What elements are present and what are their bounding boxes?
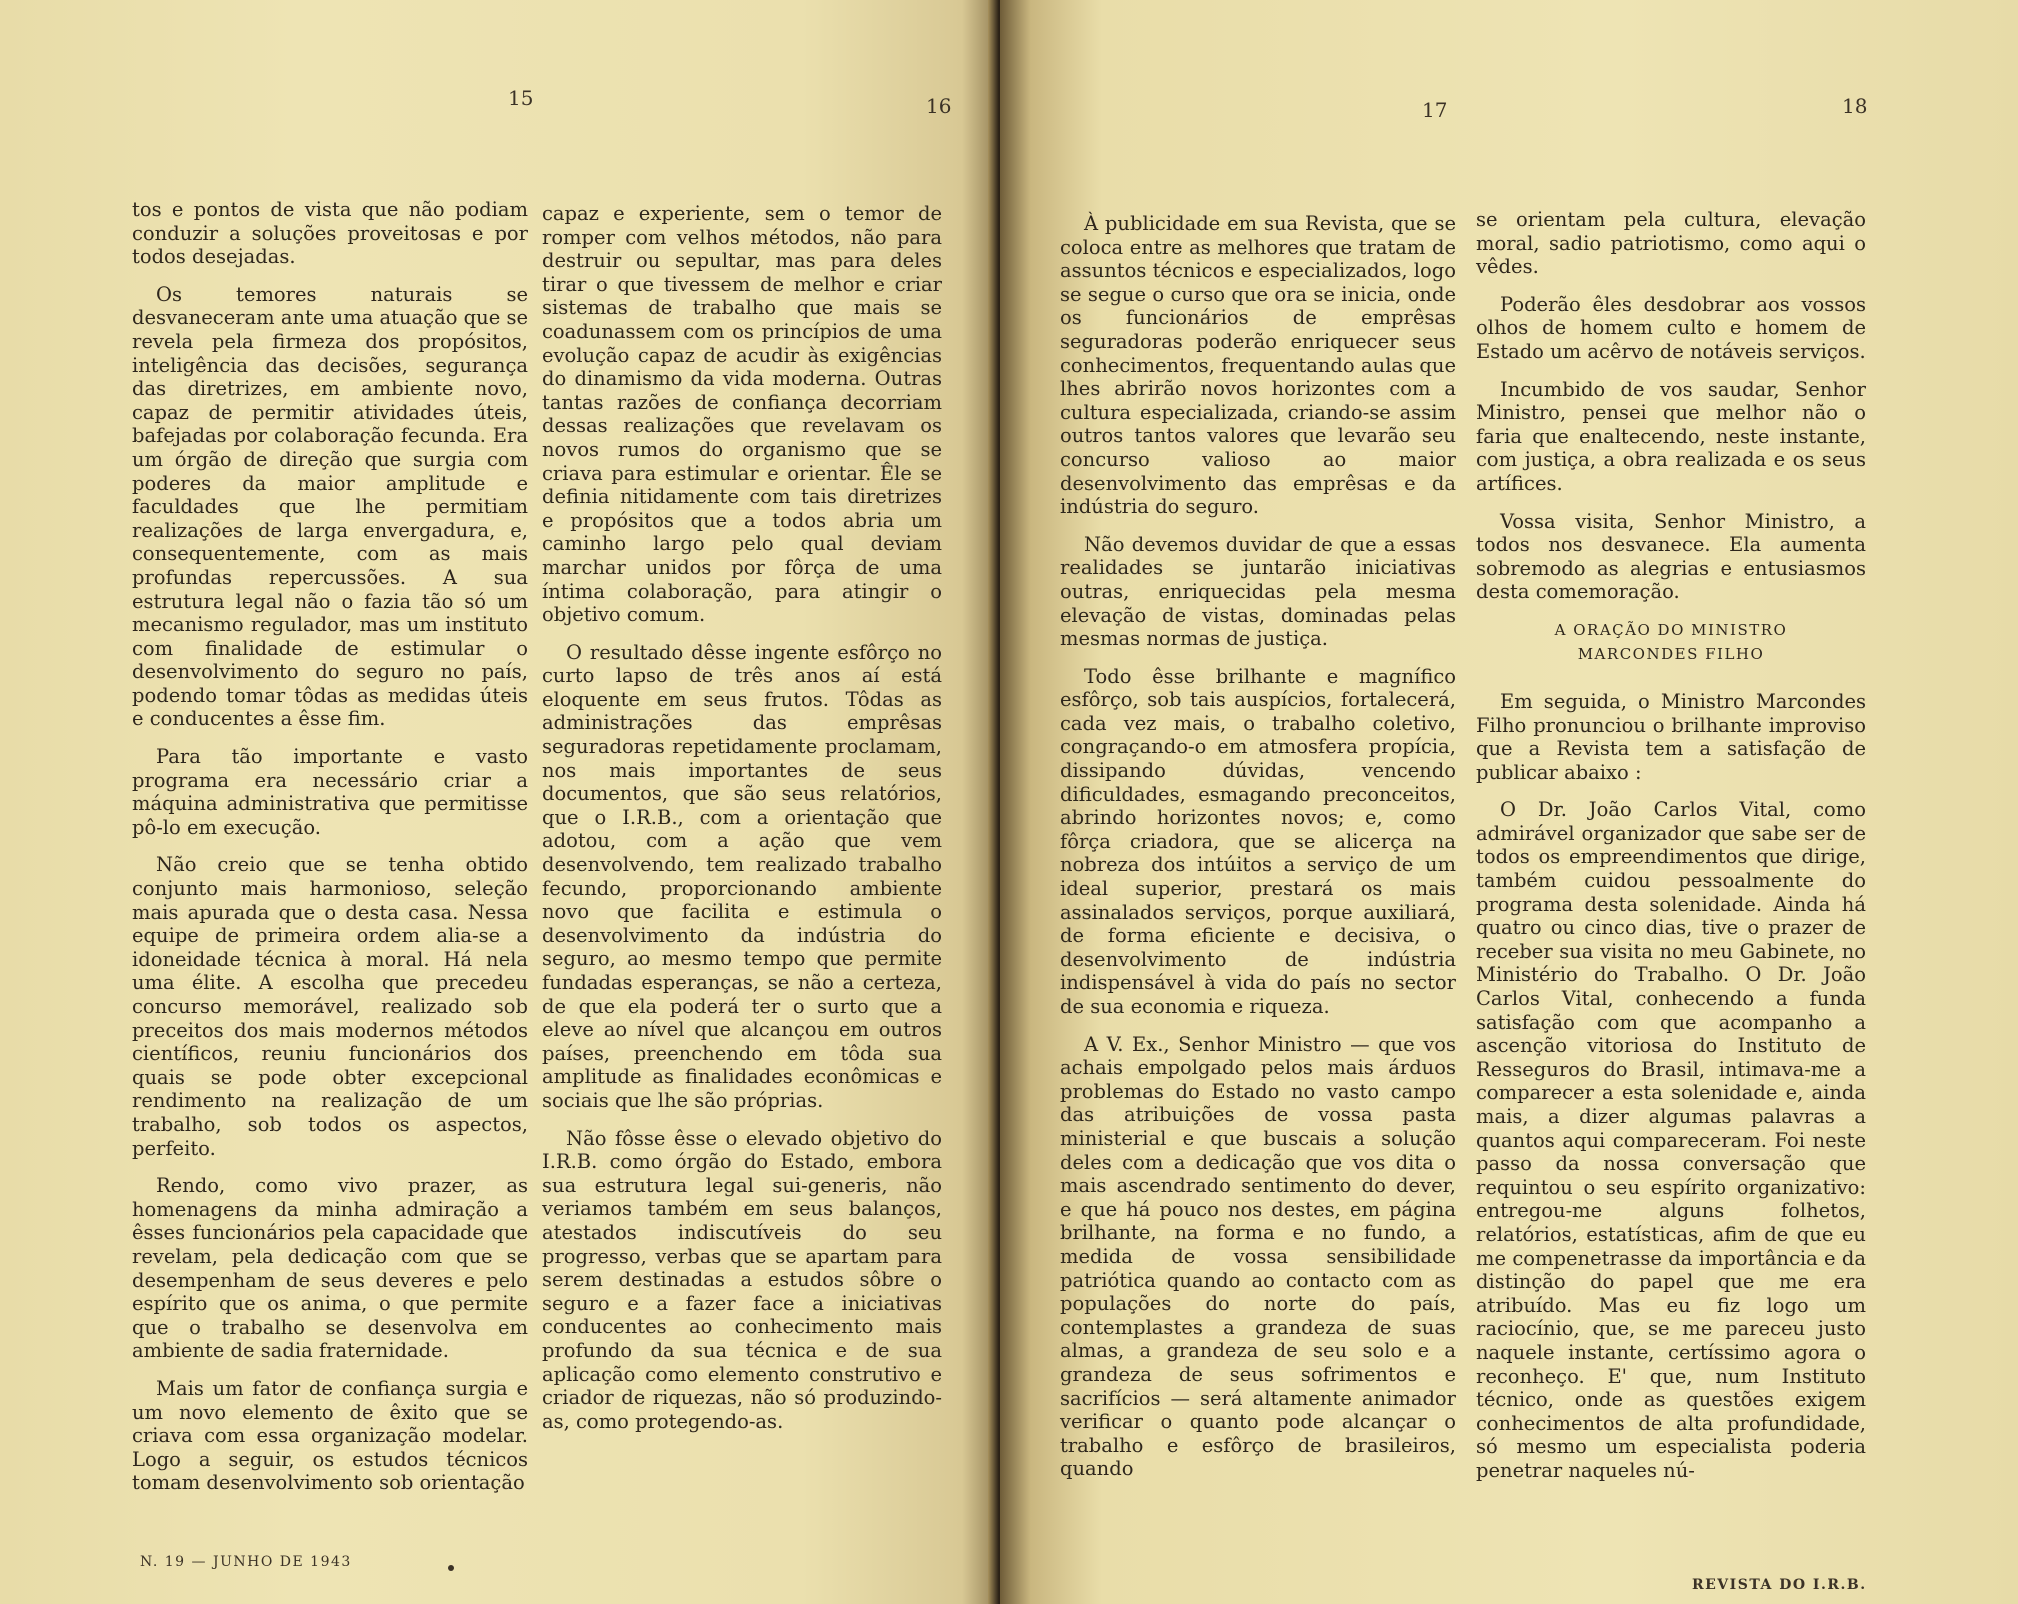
page-number-16: 16 [926,94,952,118]
section-heading [1476,618,1866,666]
paragraph: Vossa visita, Senhor Ministro, a todos nos desvanece. Ela aumenta sobremodo as alegrias e entusiasmos desta comemoração. [1476,509,1866,604]
paragraph: Rendo, como vivo prazer, as homenagens da minha admiração a êsses funcionários pela capacidade que revelam, pela dedicação com que se desempenham de seus deveres e pelo espírito que os anima, o que permite que o trabalho se desenvolva em ambiente de sadia fraternidade. [132,1174,528,1363]
paragraph: O resultado dêsse ingente esfôrço no curto lapso de três anos aí está eloquente em seus frutos. Tôdas as administrações das emprêsas seguradoras repetidamente proclamam, nos mais importantes de seus documentos, que são seus relatórios, que o I.R.B., com a orientação que adotou, com a ação que vem desenvolvendo, tem realizado trabalho fecundo, proporcionando ambiente novo que facilita e estimula o desenvolvimento da indústria do seguro, ao mesmo tempo que permite fundadas esperanças, se não a certeza, de que ela poderá ter o surto que a eleve ao nível que alcançou em outros países, preenchendo em tôda sua amplitude as finalidades econômicas e sociais que lhe são próprias. [542,640,942,1112]
paragraph: A V. Ex., Senhor Ministro — que vos achais empolgado pelos mais árduos problemas do Estado no vasto campo das atribuições de vossa pasta ministerial e que buscais a solução deles com a dedicação que vos dita o mais ascendrado sentimento do dever, e que há pouco nos destes, em página brilhante, na forma e no fundo, a medida de vossa sensibilidade patriótica quando ao contacto com as populações do norte do país, contemplastes a grandeza de suas almas, a grandeza de seu solo e a grandeza de seus sofrimentos e sacrifícios — será altamente animador verificar o quanto pode alcançar o trabalho e esfôrço de brasileiros, quando [1060,1032,1456,1481]
column-18-speech [1476,690,1866,1483]
column-page-18 [1476,208,1866,1497]
ink-dot [448,1565,454,1571]
paragraph: Mais um fator de confiança surgia e um novo elemento de êxito que se criava com essa organização modelar. Logo a seguir, os estudos técnicos tomam desenvolvimento sob orientação [132,1376,528,1495]
paragraph: O Dr. João Carlos Vital, como admirável organizador que sabe ser de todos os empreendimentos que dirige, também cuidou pessoalmente do programa desta solenidade. Ainda há quatro ou cinco dias, tive o prazer de receber sua visita no meu Gabinete, no Ministério do Trabalho. O Dr. João Carlos Vital, conhecendo a funda satisfação com que acompanho a ascenção vitoriosa do Instituto de Resseguros do Brasil, intimava-me a comparecer a esta solenidade e, ainda mais, a dizer algumas palavras a quantos aqui compareceram. Foi neste passo da nossa conversação que requintou o seu espírito organizativo: entregou-me alguns folhetos, relatórios, estatísticas, afim de que eu me compenetrasse da importância e da distinção do papel que me era atribuído. Mas eu fiz logo um raciocínio, que, se me pareceu justo naquele instante, certíssimo agora o reconheço. E' que, num Instituto técnico, onde as questões exigem conhecimentos de alta profundidade, só mesmo um especialista poderia penetrar naqueles nú- [1476,798,1866,1482]
column-page-17 [1060,212,1456,1495]
left-page [0,0,1002,1604]
paragraph: tos e pontos de vista que não podiam conduzir a soluções proveitosas e por todos desejadas. [132,198,528,269]
paragraph: À publicidade em sua Revista, que se coloca entre as melhores que tratam de assuntos técnicos e especializados, logo se segue o curso que ora se inicia, onde os funcionários de emprêsas seguradoras poderão enriquecer seus conhecimentos, frequentando aulas que lhes abrirão novos horizontes com a cultura especializada, criando-se assim outros tantos valores que levarão seu concurso valioso ao maior desenvolvimento das emprêsas e da indústria do seguro. [1060,212,1456,519]
paragraph: Poderão êles desdobrar aos vossos olhos de homem culto e homem de Estado um acêrvo de notáveis serviços. [1476,292,1866,363]
paragraph: Não creio que se tenha obtido conjunto mais harmonioso, seleção mais apurada que o desta casa. Nessa equipe de primeira ordem alia-se a idoneidade técnica à moral. Há nela uma élite. A escolha que precedeu concurso memorável, realizado sob preceitos dos mais modernos métodos científicos, reuniu funcionários dos quais se pode obter excepcional rendimento na realização de um trabalho, sob todos os aspectos, perfeito. [132,853,528,1160]
column-page-15 [132,198,528,1509]
paragraph: se orientam pela cultura, elevação moral, sadio patriotismo, como aqui o vêdes. [1476,208,1866,279]
paragraph: capaz e experiente, sem o temor de romper com velhos métodos, não para destruir ou sepultar, mas para deles tirar o que tivessem de melhor e criar sistemas de trabalho que mais se coadunassem com os princípios de uma evolução capaz de acudir às exigências do dinamismo da vida moderna. Outras tantas razões de confiança decorriam dessas realizações que revelavam os novos rumos do organismo que se criava para estimular e orientar. Êle se definia nitidamente com tais diretrizes e propósitos que a todos abria um caminho largo pelo qual deviam marchar unidos por fôrça de uma íntima colaboração, para atingir o objetivo comum. [542,202,942,627]
column-page-16 [542,202,942,1447]
magazine-footer: REVISTA DO I.R.B. [1692,1577,1867,1593]
right-page [1000,0,2018,1604]
paragraph: Não devemos duvidar de que a essas realidades se juntarão iniciativas outras, enriquecidas pela mesma elevação de vistas, dominadas pelas mesmas normas de justiça. [1060,532,1456,651]
page-number-17: 17 [1422,98,1448,122]
paragraph: Incumbido de vos saudar, Senhor Ministro, pensei que melhor não o faria que enaltecendo, neste instante, com justiça, a obra realizada e os seus artífices. [1476,377,1866,495]
paragraph: Não fôsse êsse o elevado objetivo do I.R.B. como órgão do Estado, embora sua estrutura legal sui-generis, não veriamos também em seus balanços, atestados indiscutíveis do seu progresso, verbas que se apartam para serem destinadas a estudos sôbre o seguro e a fazer face a iniciativas conducentes ao conhecimento mais profundo da sua técnica e de sua aplicação como elemento construtivo e criador de riquezas, não só produzindo-as, como protegendo-as. [542,1126,942,1433]
paragraph: Para tão importante e vasto programa era necessário criar a máquina administrativa que permitisse pô-lo em execução. [132,745,528,839]
section-heading-line2: MARCONDES FILHO [1577,644,1765,663]
paragraph: Em seguida, o Ministro Marcondes Filho pronunciou o brilhante improviso que a Revista tem a satisfação de publicar abaixo : [1476,689,1866,784]
page-number-18: 18 [1842,94,1868,118]
paragraph: Todo êsse brilhante e magnífico esfôrço, sob tais auspícios, fortalecerá, cada vez mais, o trabalho coletivo, congraçando-o em atmosfera propícia, dissipando dúvidas, vencendo dificuldades, esmagando preconceitos, abrindo horizontes novos; e, como fôrça criadora, que se alicerça na nobreza dos intúitos a serviço de um ideal superior, prestará os mais assinalados serviços, porque auxiliará, de forma eficiente e decisiva, o desenvolvimento de indústria indispensável à vida do país no sector de sua economia e riqueza. [1060,664,1456,1018]
page-number-15: 15 [508,86,534,110]
paragraph: Os temores naturais se desvaneceram ante uma atuação que se revela pela firmeza dos propósitos, inteligência das decisões, segurança das diretrizes, em ambiente novo, capaz de permitir atividades úteis, bafejadas por colaboração fecunda. Era um órgão de direção que surgia com poderes da maior amplitude e faculdades que lhe permitiam realizações de larga envergadura, e, consequentemente, com as mais profundas repercussões. A sua estrutura legal não o fazia tão só um mecanismo regulador, mas um instituto com finalidade de estimular o desenvolvimento do seguro no país, podendo tomar tôdas as medidas úteis e conducentes a êsse fim. [132,282,528,731]
column-18-intro [1476,208,1866,604]
section-heading-line1: A ORAÇÃO DO MINISTRO [1554,620,1788,639]
issue-footer: N. 19 — JUNHO DE 1943 [140,1554,352,1570]
